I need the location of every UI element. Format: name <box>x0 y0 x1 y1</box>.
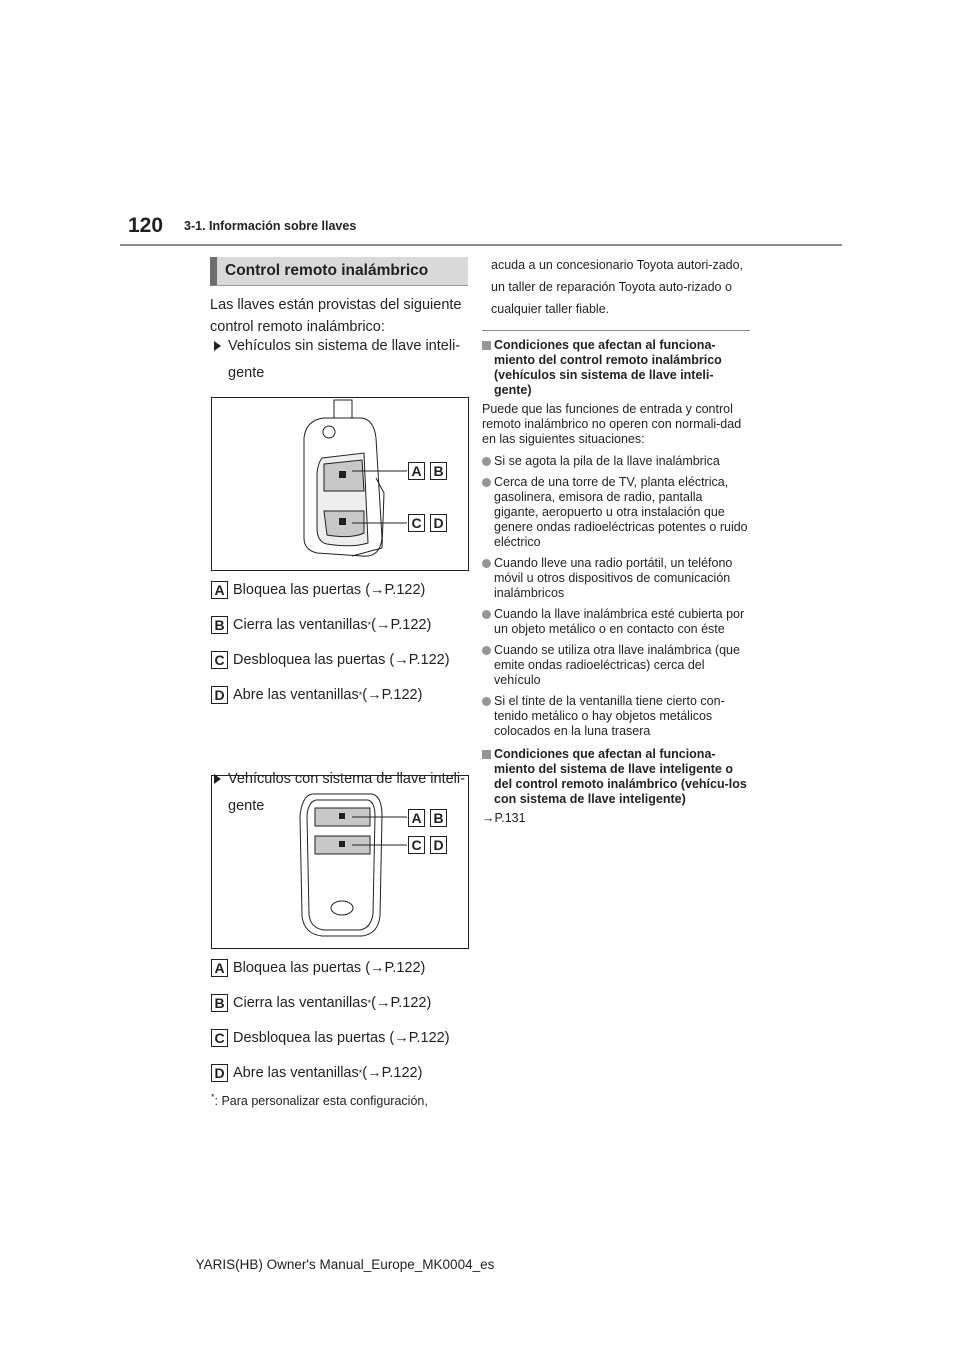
section-intro: Puede que las funciones de entrada y control remoto inalámbrico no operen con normali-dad en las siguientes situaciones: <box>482 402 742 446</box>
footnote-marker: * <box>358 1068 363 1078</box>
letter-badge: D <box>211 1064 228 1082</box>
divider <box>482 330 750 331</box>
bullet-item: Si se agota la pila de la llave inalámbrica <box>482 454 750 469</box>
bullet-item: Cuando se utiliza otra llave inalámbrica (que emite ondas radioeléctricas) cerca del vehículo <box>482 643 750 688</box>
footer-text: YARIS(HB) Owner's Manual_Europe_MK0004_es <box>195 1257 495 1272</box>
flip-key-illustration <box>212 398 468 570</box>
list-item <box>211 685 450 705</box>
item-text: Cierra las ventanillas <box>233 995 368 1011</box>
group1-title: Vehículos sin sistema de llave inteli-gente <box>210 333 473 387</box>
group1-list <box>211 580 450 705</box>
footnote-marker: * <box>367 998 372 1008</box>
footnote-marker: * <box>211 1092 215 1102</box>
heading-box <box>210 257 468 286</box>
label-c: C <box>408 514 425 532</box>
page-reference[interactable]: →P.131 <box>482 811 526 825</box>
label-d: D <box>430 836 447 854</box>
footnote-marker: * <box>358 690 363 700</box>
bullet-item: Cerca de una torre de TV, planta eléctrica, gasolinera, emisora de radio, pantalla gigante, aeropuerto u otra instalación que genere ondas radioeléctricas potentes o ruido eléctrico <box>482 475 750 550</box>
page-number: 120 <box>128 214 164 237</box>
bullet-item: Cuando lleve una radio portátil, un teléfono móvil u otros dispositivos de comunicación inalámbricos <box>482 556 750 601</box>
footnote-text: : Para personalizar esta configuración, <box>214 1094 428 1109</box>
item-text: Cierra las ventanillas <box>233 617 368 633</box>
section-title: 3-1. Información sobre llaves <box>184 219 357 233</box>
label-a: A <box>408 809 425 827</box>
footnote-marker: * <box>367 620 372 630</box>
section-heading: Condiciones que afectan al funciona-miento del control remoto inalámbrico (vehículos sin sistema de llave inteli-gente) <box>482 338 750 398</box>
header-rule <box>120 244 842 246</box>
letter-badge: B <box>211 994 228 1012</box>
label-b: B <box>430 462 447 480</box>
smart-key-illustration <box>212 776 468 948</box>
footnote <box>211 1092 428 1108</box>
list-item <box>211 993 450 1013</box>
conditions-section <box>482 338 750 826</box>
list-item <box>211 580 450 600</box>
group2-title: Vehículos con sistema de llave inteli-gente <box>210 766 473 820</box>
label-d: D <box>430 514 447 532</box>
list-item <box>211 1063 450 1083</box>
remote-key-figure-1 <box>211 397 469 571</box>
letter-badge: C <box>211 1029 228 1047</box>
list-item <box>211 650 450 670</box>
heading: Control remoto inalámbrico <box>225 262 429 279</box>
bullet-item: Si el tinte de la ventanilla tiene cierto con-tenido metálico o hay objetos metálicos colocados en la luna trasera <box>482 694 750 739</box>
item-ref: (→P.122) <box>371 995 432 1011</box>
continuation-text: acuda a un concesionario Toyota autori-zado, un taller de reparación Toyota auto-rizado o cualquier taller fiable. <box>491 258 744 316</box>
list-item <box>211 615 450 635</box>
item-text: Desbloquea las puertas (→P.122) <box>233 652 450 668</box>
letter-badge: A <box>211 959 228 977</box>
list-item <box>211 958 450 978</box>
intro-text: Las llaves están provistas del siguiente control remoto inalámbrico: <box>210 297 462 335</box>
item-text: Abre las ventanillas <box>233 1065 359 1081</box>
item-text: Desbloquea las puertas (→P.122) <box>233 1030 450 1046</box>
letter-badge: B <box>211 616 228 634</box>
label-c: C <box>408 836 425 854</box>
label-a: A <box>408 462 425 480</box>
item-ref: (→P.122) <box>362 1065 423 1081</box>
item-text: Bloquea las puertas (→P.122) <box>233 960 426 976</box>
letter-badge: C <box>211 651 228 669</box>
letter-badge: D <box>211 686 228 704</box>
remote-key-figure-2 <box>211 775 469 949</box>
group2-list <box>211 958 450 1083</box>
item-text: Abre las ventanillas <box>233 687 359 703</box>
item-text: Bloquea las puertas (→P.122) <box>233 582 426 598</box>
bullet-item: Cuando la llave inalámbrica esté cubierta por un objeto metálico o en contacto con éste <box>482 607 750 637</box>
list-item <box>211 1028 450 1048</box>
label-b: B <box>430 809 447 827</box>
section-heading: Condiciones que afectan al funciona-miento del sistema de llave inteligente o del control remoto inalámbrico (vehícu-los con sistema de llave inteligente) <box>482 747 750 807</box>
item-ref: (→P.122) <box>362 687 423 703</box>
letter-badge: A <box>211 581 228 599</box>
item-ref: (→P.122) <box>371 617 432 633</box>
